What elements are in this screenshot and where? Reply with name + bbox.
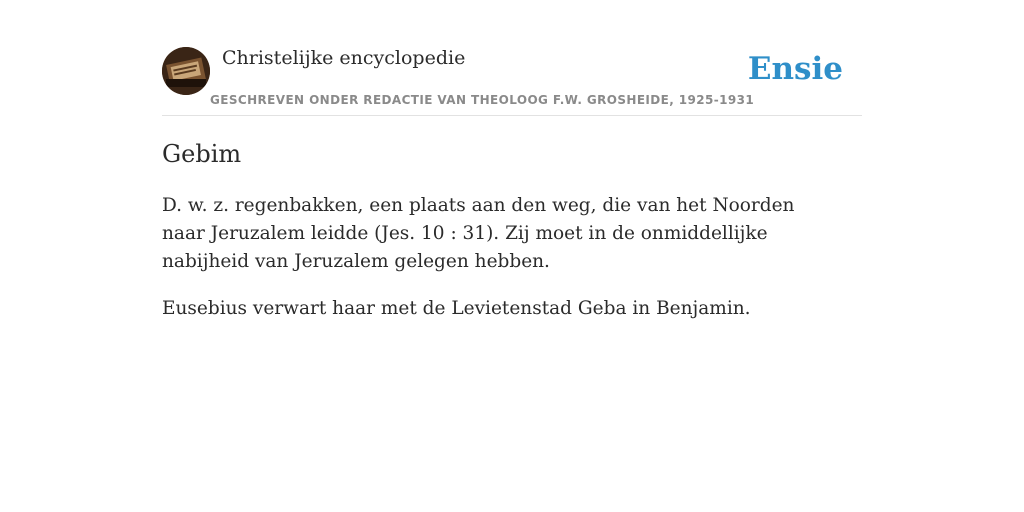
book-image-icon [162, 47, 210, 95]
entry-body [162, 192, 822, 342]
entry-title: Gebim [162, 140, 242, 168]
ensie-logo-link[interactable]: Ensie [747, 51, 843, 87]
source-header [162, 0, 862, 116]
source-avatar[interactable] [162, 47, 210, 95]
page [162, 0, 862, 319]
source-title[interactable]: Christelijke encyclopedie [222, 47, 466, 69]
source-subtitle: GESCHREVEN ONDER REDACTIE VAN THEOLOOG F.W. GROSHEIDE, 1925-1931 [210, 93, 755, 107]
entry-paragraph: D. w. z. regenbakken, een plaats aan den weg, die van het Noorden naar Jeruzalem leidde (Jes. 10 : 31). Zij moet in de onmiddellijke nabijheid van Jeruzalem gelegen hebben. [162, 195, 795, 272]
entry-paragraph: Eusebius verwart haar met de Levietenstad Geba in Benjamin. [162, 298, 751, 319]
